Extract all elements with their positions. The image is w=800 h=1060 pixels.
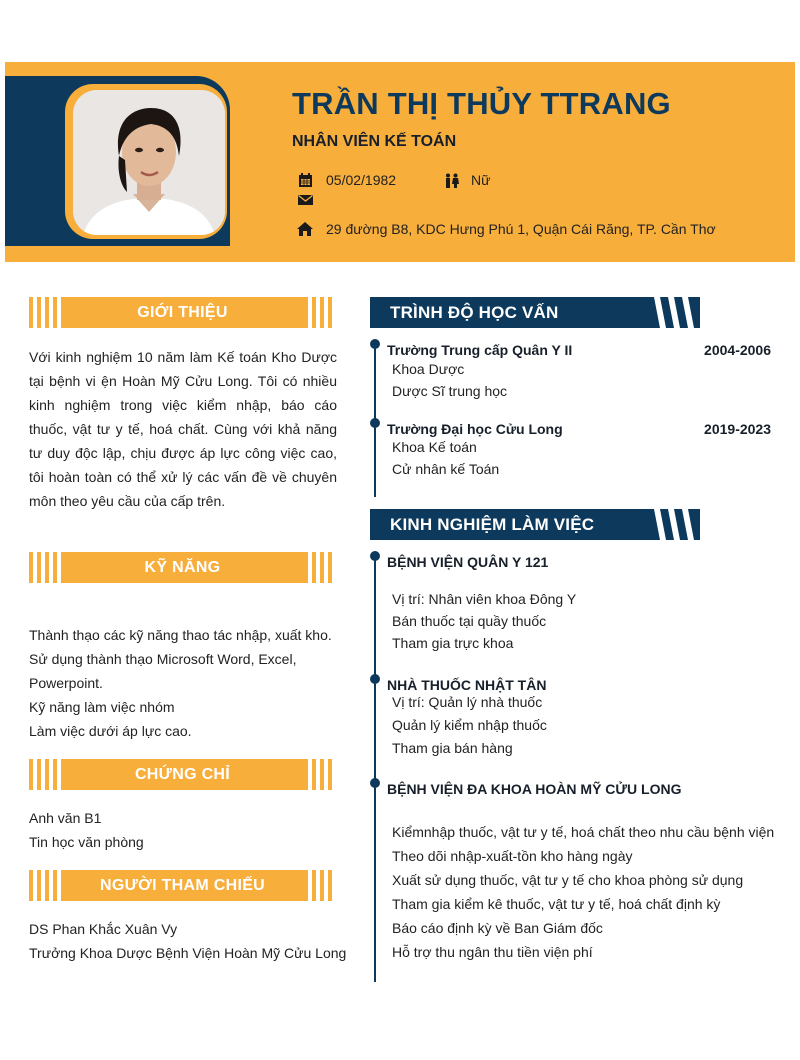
references-list <box>29 917 346 965</box>
timeline-dot <box>370 674 380 684</box>
education-details <box>392 437 499 479</box>
certificate-item: Tin học văn phòng <box>29 834 144 850</box>
education-faculty: Khoa Dược <box>392 361 465 377</box>
slash-decor <box>640 297 700 328</box>
full-name: TRẦN THỊ THỦY TTRANG <box>292 86 671 121</box>
home-icon <box>296 220 314 238</box>
education-years: 2019-2023 <box>704 421 771 437</box>
experience-company: BỆNH VIỆN QUÂN Y 121 <box>387 554 549 570</box>
education-school: Trường Trung cấp Quân Y II <box>387 342 573 358</box>
profile-photo <box>73 90 225 235</box>
gender-row <box>443 171 490 189</box>
experience-line: Tham gia kiểm kê thuốc, vật tư y tế, hoá chất định kỳ <box>392 896 721 912</box>
people-icon <box>443 171 461 189</box>
slash-decor <box>640 509 700 540</box>
timeline-dot <box>370 778 380 788</box>
education-degree: Dược Sĩ trung học <box>392 383 508 399</box>
experience-line: Bán thuốc tại quầy thuốc <box>392 613 547 629</box>
skill-item: Thành thạo các kỹ năng thao tác nhập, xuất kho. <box>29 627 332 643</box>
stripe-decor <box>29 759 61 790</box>
timeline-dot <box>370 339 380 349</box>
education-heading-band <box>370 297 700 328</box>
intro-heading-band <box>29 297 336 328</box>
skill-item: Powerpoint. <box>29 675 103 691</box>
experience-heading-band <box>370 509 700 540</box>
photo-frame <box>5 76 230 246</box>
education-details <box>392 359 507 401</box>
experience-details <box>392 588 576 654</box>
skill-item: Làm việc dưới áp lực cao. <box>29 723 192 739</box>
experience-line: Tham gia trực khoa <box>392 635 514 651</box>
gender: Nữ <box>471 172 491 188</box>
experience-company: BỆNH VIỆN ĐA KHOA HOÀN MỸ CỬU LONG <box>387 781 682 797</box>
calendar-icon <box>296 171 314 189</box>
education-heading: TRÌNH ĐỘ HỌC VẤN <box>390 302 559 322</box>
experience-line: Tham gia bán hàng <box>392 740 513 756</box>
experience-line: Xuất sử dụng thuốc, vật tư y tế cho khoa phòng sử dụng <box>392 872 744 888</box>
reference-item: DS Phan Khắc Xuân Vy <box>29 921 178 937</box>
skill-item: Kỹ năng làm việc nhóm <box>29 699 175 715</box>
skill-item: Sử dụng thành thạo Microsoft Word, Excel, <box>29 651 297 667</box>
timeline-dot <box>370 418 380 428</box>
experience-company: NHÀ THUỐC NHẬT TÂN <box>387 677 547 693</box>
education-school: Trường Đại học Cửu Long <box>387 421 563 437</box>
experience-line: Theo dõi nhập-xuất-tồn kho hàng ngày <box>392 848 633 864</box>
stripe-decor <box>304 870 336 901</box>
email-row <box>296 191 314 209</box>
education-faculty: Khoa Kế toán <box>392 439 477 455</box>
experience-details <box>392 820 774 964</box>
stripe-decor <box>304 297 336 328</box>
stripe-decor <box>304 759 336 790</box>
experience-details <box>392 691 547 760</box>
stripe-decor <box>29 297 61 328</box>
experience-heading: KINH NGHIỆM LÀM VIỆC <box>390 514 595 534</box>
envelope-icon <box>296 191 314 209</box>
references-heading-band <box>29 870 336 901</box>
certificates-heading: CHỨNG CHỈ <box>61 759 304 790</box>
education-years: 2004-2006 <box>704 342 771 358</box>
address-row <box>296 220 716 238</box>
intro-heading: GIỚI THIỆU <box>61 297 304 328</box>
birth-date-row <box>296 171 396 189</box>
intro-text: Với kinh nghiệm 10 năm làm Kế toán Kho Dược tại bệnh vi ện Hoàn Mỹ Cửu Long. Tôi có nhiều kinh nghiệm trong việc kiểm nhập, báo cáo thuốc, vật tư y tế, hoá chất. Cùng với khả năng tư duy độc lập, chịu được áp lực công việc cao, tôi hoàn toàn có thể xử lý các vấn đề về chuyên môn theo yêu cầu của cấp trên. <box>29 349 337 509</box>
stripe-decor <box>304 552 336 583</box>
experience-timeline <box>374 558 376 982</box>
experience-line: Hỗ trợ thu ngân thu tiền viện phí <box>392 944 593 960</box>
experience-line: Kiểmnhập thuốc, vật tư y tế, hoá chất theo nhu cầu bệnh viện <box>392 824 775 840</box>
job-title: NHÂN VIÊN KẾ TOÁN <box>292 133 457 150</box>
certificates-heading-band <box>29 759 336 790</box>
address: 29 đường B8, KDC Hưng Phú 1, Quận Cái Răng, TP. Cần Thơ <box>326 221 716 237</box>
experience-line: Quản lý kiểm nhập thuốc <box>392 717 547 733</box>
experience-line: Vị trí: Quản lý nhà thuốc <box>392 694 543 710</box>
references-heading: NGƯỜI THAM CHIẾU <box>61 870 304 901</box>
skills-heading-band <box>29 552 336 583</box>
timeline-dot <box>370 551 380 561</box>
stripe-decor <box>29 870 61 901</box>
certificate-item: Anh văn B1 <box>29 810 102 826</box>
skills-list <box>29 623 332 743</box>
stripe-decor <box>29 552 61 583</box>
reference-item: Trưởng Khoa Dược Bệnh Viện Hoàn Mỹ Cửu Long <box>29 945 347 961</box>
birth-date: 05/02/1982 <box>326 172 397 188</box>
certificates-list <box>29 806 144 854</box>
skills-heading: KỸ NĂNG <box>61 552 304 583</box>
education-degree: Cử nhân kế Toán <box>392 461 500 477</box>
experience-line: Báo cáo định kỳ về Ban Giám đốc <box>392 920 603 936</box>
experience-line: Vị trí: Nhân viên khoa Đông Y <box>392 591 577 607</box>
